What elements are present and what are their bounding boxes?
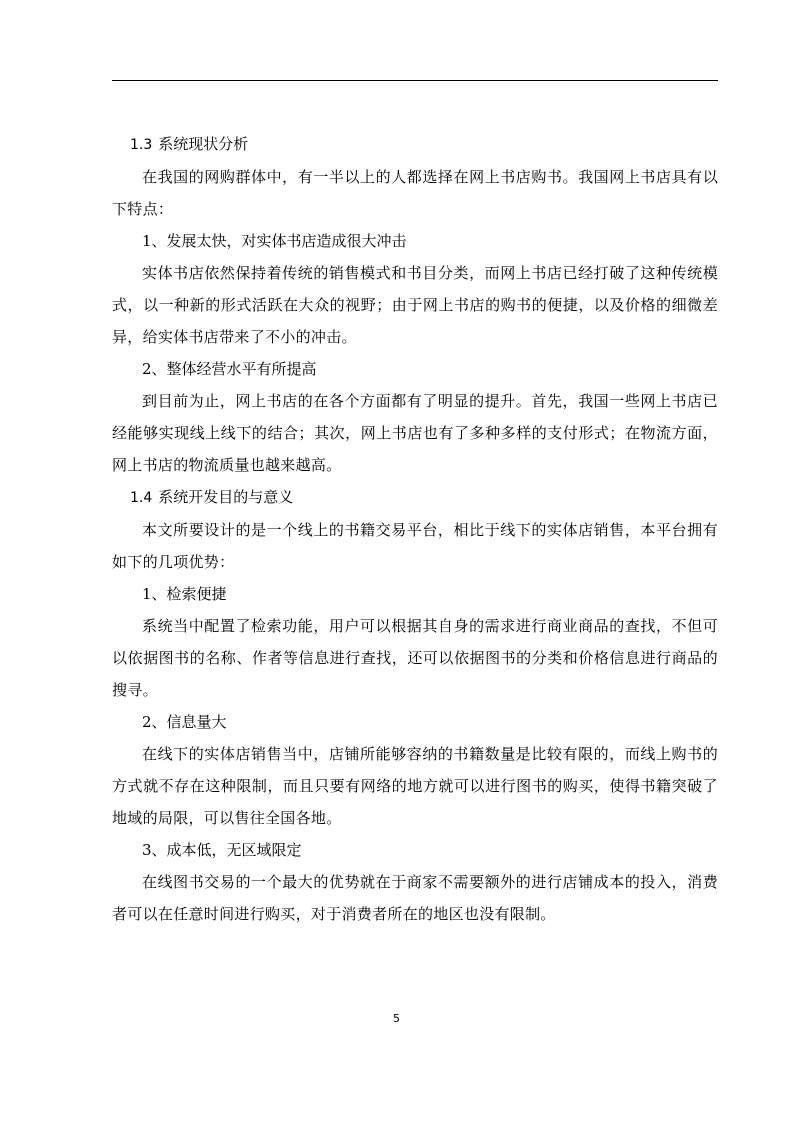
paragraph: 在线图书交易的一个最大的优势就在于商家不需要额外的进行店铺成本的投入，消费者可以在任意时间进行购买，对于消费者所在的地区也没有限制。 — [112, 873, 718, 923]
paragraph: 本文所要设计的是一个线上的书籍交易平台，相比于线下的实体店销售，本平台拥有如下的几项优势： — [112, 521, 718, 571]
section-title: 系统现状分析 — [158, 135, 249, 153]
section-number: 1.4 — [130, 490, 153, 506]
header-rule — [112, 80, 718, 81]
list-subheading: 2、信息量大 — [142, 713, 227, 731]
section-heading-1-4 — [112, 481, 718, 514]
paragraph: 到目前为止，网上书店的在各个方面都有了明显的提升。首先，我国一些网上书店已经能够实现线上线下的结合；其次，网上书店也有了多种多样的支付形式；在物流方面，网上书店的物流质量也越来越高。 — [112, 392, 718, 474]
list-subheading: 1、检索便捷 — [142, 585, 227, 603]
paragraph: 在我国的网购群体中，有一半以上的人都选择在网上书店购书。我国网上书店具有以下特点： — [112, 168, 718, 218]
section-title: 系统开发目的与意义 — [158, 488, 294, 506]
paragraph: 在线下的实体店销售当中，店铺所能够容纳的书籍数量是比较有限的，而线上购书的方式就不存在这种限制，而且只要有网络的地方就可以进行图书的购买，使得书籍突破了地域的局限，可以售往全国各地。 — [112, 745, 718, 827]
paragraph: 实体书店依然保持着传统的销售模式和书目分类，而网上书店已经打破了这种传统模式，以一种新的形式活跃在大众的视野；由于网上书店的购书的便捷，以及价格的细微差异，给实体书店带来了不小的冲击。 — [112, 264, 718, 346]
page-content — [112, 128, 718, 930]
list-subheading: 3、成本低，无区域限定 — [142, 841, 302, 859]
page-number: 5 — [393, 1012, 400, 1025]
list-subheading: 1、发展太快，对实体书店造成很大冲击 — [142, 232, 407, 250]
paragraph: 系统当中配置了检索功能，用户可以根据其自身的需求进行商业商品的查找，不但可以依据图书的名称、作者等信息进行查找，还可以依据图书的分类和价格信息进行商品的搜寻。 — [112, 617, 718, 699]
section-number: 1.3 — [130, 137, 153, 153]
section-heading-1-3 — [112, 128, 718, 161]
list-subheading: 2、整体经营水平有所提高 — [142, 360, 317, 378]
